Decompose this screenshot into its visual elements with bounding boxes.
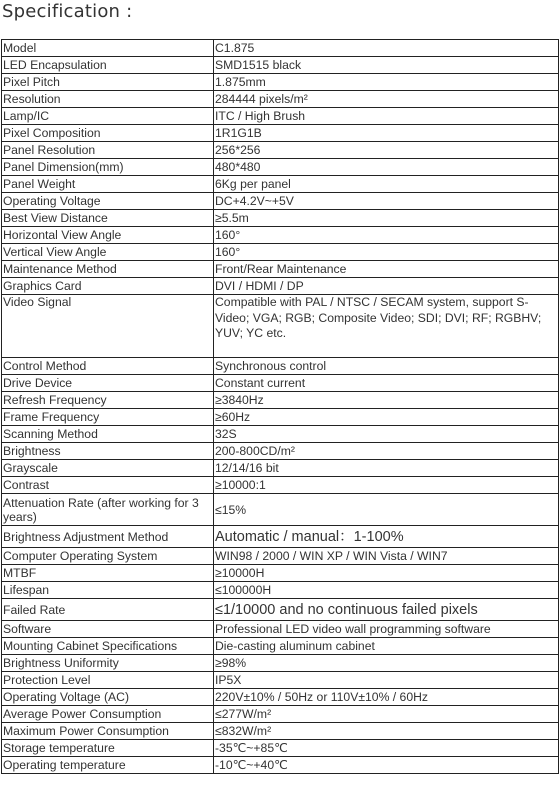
table-row (2, 261, 559, 278)
row-label: Grayscale (2, 460, 214, 477)
row-value: 1.875mm (214, 74, 559, 91)
row-value: 32S (214, 426, 559, 443)
table-row (2, 599, 559, 621)
page-title: Specification : (2, 1, 133, 22)
table-row (2, 621, 559, 638)
table-row (2, 409, 559, 426)
row-value: ≤100000H (214, 582, 559, 599)
table-row (2, 193, 559, 210)
row-label: Contrast (2, 477, 214, 494)
table-row (2, 526, 559, 548)
table-row (2, 548, 559, 565)
row-value: 12/14/16 bit (214, 460, 559, 477)
row-value: DVI / HDMI / DP (214, 278, 559, 295)
row-value: 480*480 (214, 159, 559, 176)
table-row (2, 740, 559, 757)
row-value: ≥5.5m (214, 210, 559, 227)
row-label: Brightness Adjustment Method (2, 526, 214, 548)
table-row (2, 40, 559, 57)
row-value: ≤832W/m² (214, 723, 559, 740)
row-label: Frame Frequency (2, 409, 214, 426)
row-value: ≥3840Hz (214, 392, 559, 409)
row-label: Pixel Composition (2, 125, 214, 142)
table-row (2, 176, 559, 193)
row-value: SMD1515 black (214, 57, 559, 74)
row-value: ≥10000:1 (214, 477, 559, 494)
row-label: Brightness Uniformity (2, 655, 214, 672)
table-row (2, 358, 559, 375)
table-row (2, 125, 559, 142)
row-label: Model (2, 40, 214, 57)
table-row (2, 392, 559, 409)
row-label: Pixel Pitch (2, 74, 214, 91)
row-label: Resolution (2, 91, 214, 108)
row-value: Constant current (214, 375, 559, 392)
row-value: 256*256 (214, 142, 559, 159)
row-label: Panel Resolution (2, 142, 214, 159)
table-row (2, 57, 559, 74)
table-row (2, 142, 559, 159)
table-row (2, 672, 559, 689)
row-value: WIN98 / 2000 / WIN XP / WIN Vista / WIN7 (214, 548, 559, 565)
row-label: LED Encapsulation (2, 57, 214, 74)
row-label: Control Method (2, 358, 214, 375)
row-value: Professional LED video wall programming software (214, 621, 559, 638)
row-value: Compatible with PAL / NTSC / SECAM system, support S-Video; VGA; RGB; Composite Video; SDI; DVI; RF; RGBHV; YUV; YC etc. (214, 295, 559, 358)
row-label: Protection Level (2, 672, 214, 689)
table-row (2, 638, 559, 655)
row-label: Panel Dimension(mm) (2, 159, 214, 176)
row-value: -35℃~+85℃ (214, 740, 559, 757)
row-value: ≥10000H (214, 565, 559, 582)
row-value: 160° (214, 244, 559, 261)
table-row (2, 91, 559, 108)
table-row (2, 582, 559, 599)
row-value: 1R1G1B (214, 125, 559, 142)
row-label: Operating Voltage (AC) (2, 689, 214, 706)
row-value: C1.875 (214, 40, 559, 57)
row-label: Maximum Power Consumption (2, 723, 214, 740)
table-row (2, 227, 559, 244)
row-label: Storage temperature (2, 740, 214, 757)
row-label: Horizontal View Angle (2, 227, 214, 244)
row-value: 160° (214, 227, 559, 244)
table-row (2, 689, 559, 706)
row-label: Panel Weight (2, 176, 214, 193)
row-value: 6Kg per panel (214, 176, 559, 193)
row-value: 220V±10% / 50Hz or 110V±10% / 60Hz (214, 689, 559, 706)
row-label: Lifespan (2, 582, 214, 599)
table-row (2, 477, 559, 494)
row-label: Failed Rate (2, 599, 214, 621)
table-row (2, 375, 559, 392)
table-row (2, 108, 559, 125)
table-row (2, 494, 559, 526)
row-label: Computer Operating System (2, 548, 214, 565)
row-value: IP5X (214, 672, 559, 689)
row-label: Operating temperature (2, 757, 214, 774)
table-row (2, 295, 559, 358)
row-value: ≤1/10000 and no continuous failed pixels (214, 599, 559, 621)
row-label: MTBF (2, 565, 214, 582)
table-row (2, 460, 559, 477)
row-label: Scanning Method (2, 426, 214, 443)
row-label: Operating Voltage (2, 193, 214, 210)
row-label: Video Signal (2, 295, 214, 358)
specification-table (1, 39, 559, 774)
row-value: 200-800CD/m² (214, 443, 559, 460)
row-value: ITC / High Brush (214, 108, 559, 125)
row-label: Vertical View Angle (2, 244, 214, 261)
row-label: Refresh Frequency (2, 392, 214, 409)
row-label: Average Power Consumption (2, 706, 214, 723)
table-row (2, 565, 559, 582)
row-value: Die-casting aluminum cabinet (214, 638, 559, 655)
row-label: Lamp/IC (2, 108, 214, 125)
row-label: Attenuation Rate (after working for 3 years) (2, 494, 214, 526)
row-label: Drive Device (2, 375, 214, 392)
row-label: Best View Distance (2, 210, 214, 227)
row-label: Software (2, 621, 214, 638)
table-row (2, 159, 559, 176)
table-row (2, 244, 559, 261)
table-row (2, 210, 559, 227)
row-value: -10℃~+40℃ (214, 757, 559, 774)
row-label: Brightness (2, 443, 214, 460)
table-row (2, 278, 559, 295)
row-label: Maintenance Method (2, 261, 214, 278)
row-value: Front/Rear Maintenance (214, 261, 559, 278)
table-row (2, 655, 559, 672)
table-row (2, 426, 559, 443)
table-row (2, 757, 559, 774)
row-value: 284444 pixels/m² (214, 91, 559, 108)
row-value: DC+4.2V~+5V (214, 193, 559, 210)
row-value: Automatic / manual：1-100% (214, 526, 559, 548)
table-row (2, 706, 559, 723)
row-value: ≥60Hz (214, 409, 559, 426)
table-row (2, 443, 559, 460)
row-value: ≤277W/m² (214, 706, 559, 723)
table-row (2, 723, 559, 740)
table-row (2, 74, 559, 91)
row-value: ≤15% (214, 494, 559, 526)
row-label: Mounting Cabinet Specifications (2, 638, 214, 655)
row-label: Graphics Card (2, 278, 214, 295)
row-value: ≥98% (214, 655, 559, 672)
row-value: Synchronous control (214, 358, 559, 375)
